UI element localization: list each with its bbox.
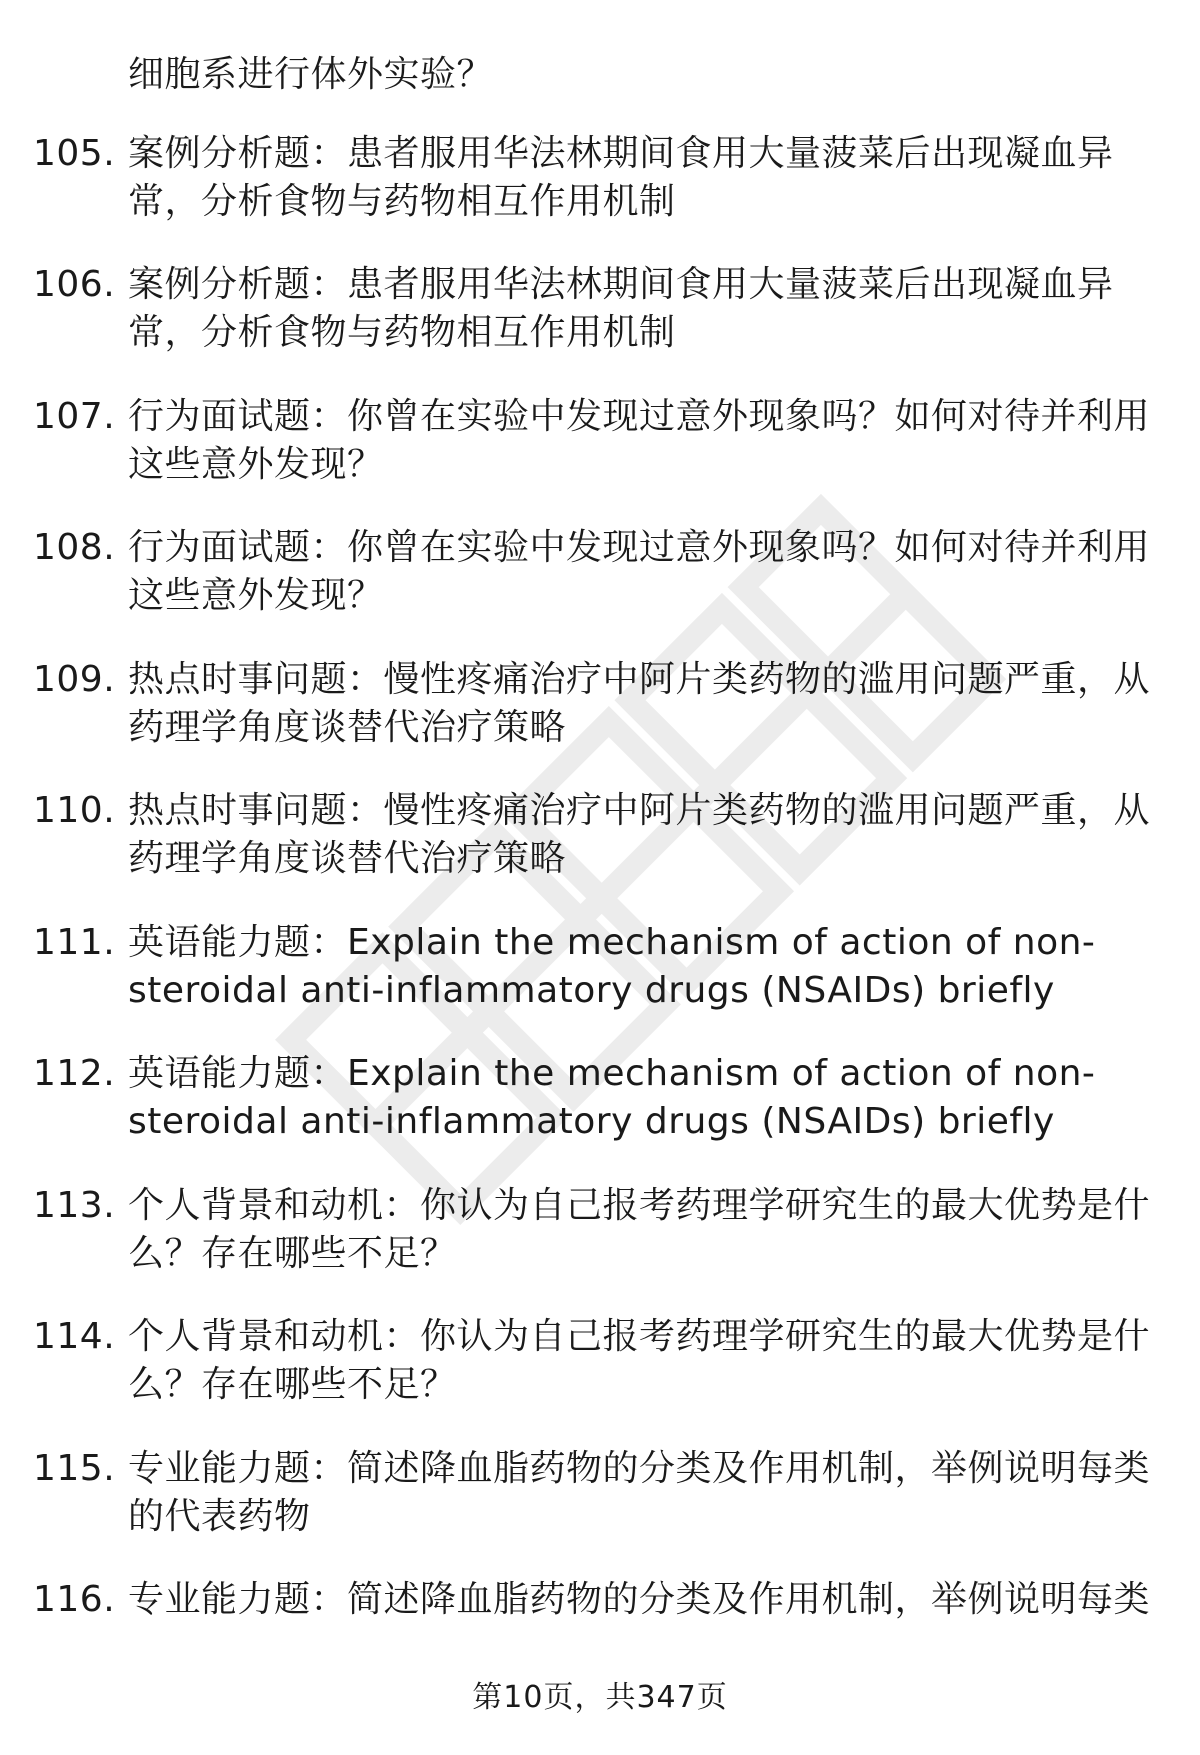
item-text: 专业能力题：简述降血脂药物的分类及作用机制，举例说明每类 <box>128 1579 1151 1620</box>
item-text: 英语能力题：Explain the mechanism of action of non- <box>128 1053 1096 1094</box>
item-number: 108. <box>33 527 116 568</box>
item-number: 105. <box>33 133 116 174</box>
item-text: 常，分析食物与药物相互作用机制 <box>128 181 676 222</box>
item-number: 111. <box>33 922 116 963</box>
item-text: 药理学角度谈替代治疗策略 <box>128 707 567 748</box>
item-text: 这些意外发现？ <box>128 444 384 485</box>
item-text: 个人背景和动机：你认为自己报考药理学研究生的最大优势是什 <box>128 1316 1151 1357</box>
item-text: 常，分析食物与药物相互作用机制 <box>128 312 676 353</box>
item-text: steroidal anti-inflammatory drugs (NSAIDs) briefly <box>128 1101 1055 1142</box>
page-footer: 第10页，共347页 <box>472 1680 728 1715</box>
item-number: 112. <box>33 1053 116 1094</box>
item-number: 114. <box>33 1316 116 1357</box>
item-number: 115. <box>33 1448 116 1489</box>
item-text: 么？存在哪些不足？ <box>128 1364 457 1405</box>
item-number: 110. <box>33 790 116 831</box>
item-text: 热点时事问题：慢性疼痛治疗中阿片类药物的滥用问题严重，从 <box>128 790 1151 831</box>
item-text: 的代表药物 <box>128 1496 311 1537</box>
item-text: 专业能力题：简述降血脂药物的分类及作用机制，举例说明每类 <box>128 1448 1151 1489</box>
item-text: 案例分析题：患者服用华法林期间食用大量菠菜后出现凝血异 <box>128 264 1114 305</box>
item-text: 个人背景和动机：你认为自己报考药理学研究生的最大优势是什 <box>128 1185 1151 1226</box>
item-number: 109. <box>33 659 116 700</box>
item-number: 113. <box>33 1185 116 1226</box>
item-text: 么？存在哪些不足？ <box>128 1233 457 1274</box>
item-text: 行为面试题：你曾在实验中发现过意外现象吗？如何对待并利用 <box>128 396 1151 437</box>
item-text: 药理学角度谈替代治疗策略 <box>128 838 567 879</box>
item-text: 案例分析题：患者服用华法林期间食用大量菠菜后出现凝血异 <box>128 133 1114 174</box>
item-text: 行为面试题：你曾在实验中发现过意外现象吗？如何对待并利用 <box>128 527 1151 568</box>
item-text: steroidal anti-inflammatory drugs (NSAIDs) briefly <box>128 970 1055 1011</box>
item-text: 热点时事问题：慢性疼痛治疗中阿片类药物的滥用问题严重，从 <box>128 659 1151 700</box>
item-number: 106. <box>33 264 116 305</box>
item-text: 英语能力题：Explain the mechanism of action of non- <box>128 922 1096 963</box>
item-number: 107. <box>33 396 116 437</box>
item-continuation-text: 细胞系进行体外实验？ <box>128 54 494 95</box>
item-text: 这些意外发现？ <box>128 575 384 616</box>
item-number: 116. <box>33 1579 116 1620</box>
